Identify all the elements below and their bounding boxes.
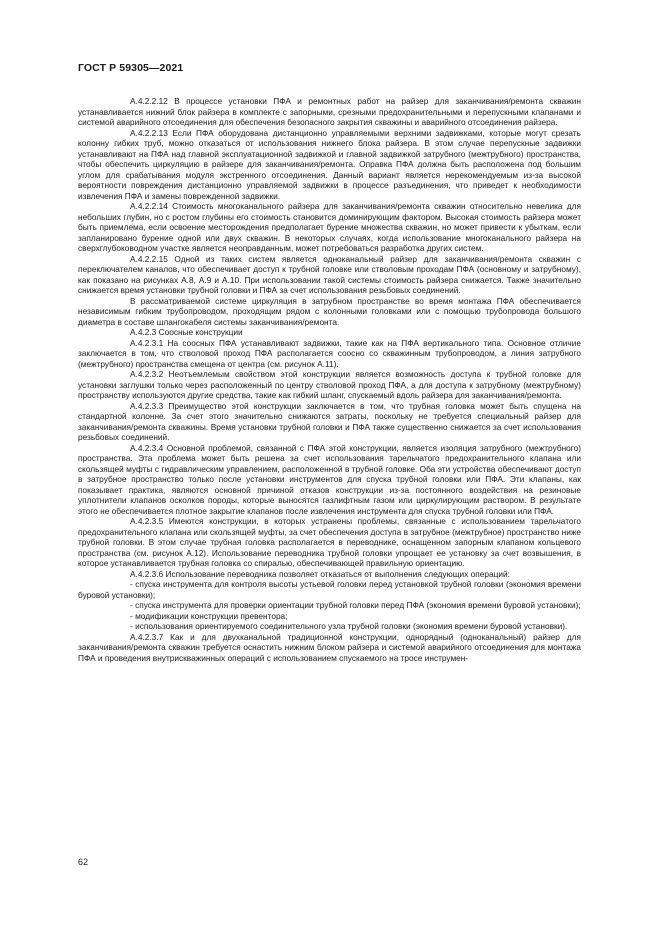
paragraph: А.4.2.3.7 Как и для двухканальной традиционной конструкции, однорядный (одноканальный) райзер для заканчивания/ремонта скважин требуется оснастить нижним блоком райзера и системой аварийного отсоединения для монтажа ПФА и проведения внутрискважинных операций с использованием спускаемого на тросе инструмен- <box>78 631 581 663</box>
paragraph: А.4.2.2.12 В процессе установки ПФА и ремонтных работ на райзер для заканчивания/ремонта скважин устанавливается нижний блок райзера в комплекте с запорными, срезными предохранительными и перепускными клапанами и системой аварийного отсоединения для обеспечения безопасного закрытия скважины и аварийного отсоединения райзера. <box>78 96 581 127</box>
paragraph: А.4.2.2.13 Если ПФА оборудована дистанционно управляемыми верхними задвижками, которые могут срезать колонну гибких труб, можно отказаться от использования нижнего блока райзера. В этом случае перепускные задвижки устанавливают на ПФА над главной эксплуатационной задвижкой и главной задвижкой затрубного (межтрубного) пространства, чтобы обеспечить циркуляцию в райзере для заканчивания/ремонта. Оправка ПФА должна быть расположена под большим углом для срабатывания модуля экстренного отсоединения. Данный вариант является нерекомендуемым из-за высокой вероятности повреждения дистанционно управляемой задвижки в процессе разъединения, что приведет к необходимости извлечения ПФА и замены поврежденной задвижки. <box>78 127 581 201</box>
paragraph: А.4.2.2.14 Стоимость многоканального райзера для заканчивания/ремонта скважин относительно невелика для небольших глубин, но с ростом глубины его стоимость становится доминирующим фактором. Высокая стоимость райзера может быть приемлема, если освоение месторождения предполагает бурение множества скважин, но может привести к убыткам, если запланировано бурение одной или двух скважин. В некоторых случаях, когда использование многоканального райзера на сверхглубоководном участке является неоправданным, может потребоваться разработка других систем. <box>78 201 581 253</box>
paragraph: А.4.2.2.15 Одной из таких систем является одноканальный райзер для заканчивания/ремонта скважин с переключателем каналов, что обеспечивает доступ к трубной головке или стволовым проходам ПФА (основному и затрубному), как показано на рисунках А.8, А.9 и А.10. При использовании такой системы стоимость райзера снижается. Также значительно снижается время установки трубной головки и ПФА за счет использования резьбовых соединений. <box>78 253 581 295</box>
paragraph: В рассматриваемой системе циркуляция в затрубном пространстве во время монтажа ПФА обеспечивается независимым гибким трубопроводом, проходящим рядом с колонными головками или с помощью трубопровода большого диаметра в составе шлангокабеля системы заканчивания/ремонта. <box>78 295 581 327</box>
list-item: - спуска инструмента для проверки ориентации трубной головки перед ПФА (экономия времени буровой установки); <box>130 600 581 610</box>
paragraph: А.4.2.3.6 Использование переводника позволяет отказаться от выполнения следующих операций: <box>130 568 510 579</box>
page-number: 62 <box>78 857 89 867</box>
paragraph: А.4.2.3.3 Преимущество этой конструкции заключается в том, что трубная головка может быть спущена на стандартной колонне. За счет этого значительно снижаются затраты, поскольку не требуется специальный райзер для заканчивания/ремонта скважины. Время установки трубной головки и ПФА также существенно снижается за счет использования резьбовых соединений. <box>78 400 581 442</box>
list-item: - спуска инструмента для контроля высоты устьевой головки перед установкой трубной головки (экономия времени буровой установки); <box>78 579 581 600</box>
paragraph: А.4.2.3.4 Основной проблемой, связанной с ПФА этой конструкции, является изоляция затрубного (межтрубного) пространства. Эта проблема может быть решена за счет использования тарельчатого предохранительного клапана или скользящей муфты с гидравлическим управлением, расположенной в трубной головке. Оба эти устройства обеспечивают доступ в затрубное пространство только после установки инструментов для спуска трубной головки или ПФА. Эти клапаны, как показывает практика, являются основной причиной отказов конструкции из-за постоянного воздействия на резиновые уплотнители клапанов осколков породы, которые выносятся газлифтным газом или циркулирующим раствором. В результате этого не обеспечивается плотное закрытие клапанов после извлечения инструмента для спуска трубной головки или ПФА. <box>78 442 581 516</box>
paragraph: А.4.2.3.5 Имеются конструкции, в которых устранены проблемы, связанные с использованием тарельчатого предохранительного клапана или скользящей муфты, за счет обеспечения доступа в затрубное (межтрубное) пространство ниже трубной головки. В этом случае трубная головка располагается в переводнике, оснащенном запорным клапаном кольцевого пространства (см. рисунок А.12). Использование переводника трубной головки упрощает ее установку за счет возвышения, в которое устанавливается трубная головка со спиралью, обеспечивающей правильную ориентацию. <box>78 516 581 568</box>
document-body <box>78 96 581 663</box>
list-item: - модификации конструкции превентора; <box>130 610 288 621</box>
standard-header: ГОСТ Р 59305—2021 <box>78 62 184 74</box>
paragraph: А.4.2.3.2 Неотъемлемым свойством этой конструкции является возможность доступа к трубной головке для установки заглушки только через расположенный по центру стволовой проход ПФА, а для доступа к затрубному (межтрубному) пространству используются другие средства, такие как гибкий шланг, спускаемый вдоль райзера для заканчивания/ремонта. <box>78 369 581 400</box>
list-item: - использования ориентируемого соединительного узла трубной головки (экономия времени буровой установки). <box>130 621 568 631</box>
paragraph: А.4.2.3.1 На соосных ПФА устанавливают задвижки, такие как на ПФА вертикального типа. Основное отличие заключается в том, что стволовой проход ПФА располагается соосно со скважинным трубопроводом, а линия затрубного (межтрубного) пространства смещена от центра (см. рисунок А.11). <box>78 337 581 369</box>
section-heading: А.4.2.3 Соосные конструкции <box>130 327 243 337</box>
